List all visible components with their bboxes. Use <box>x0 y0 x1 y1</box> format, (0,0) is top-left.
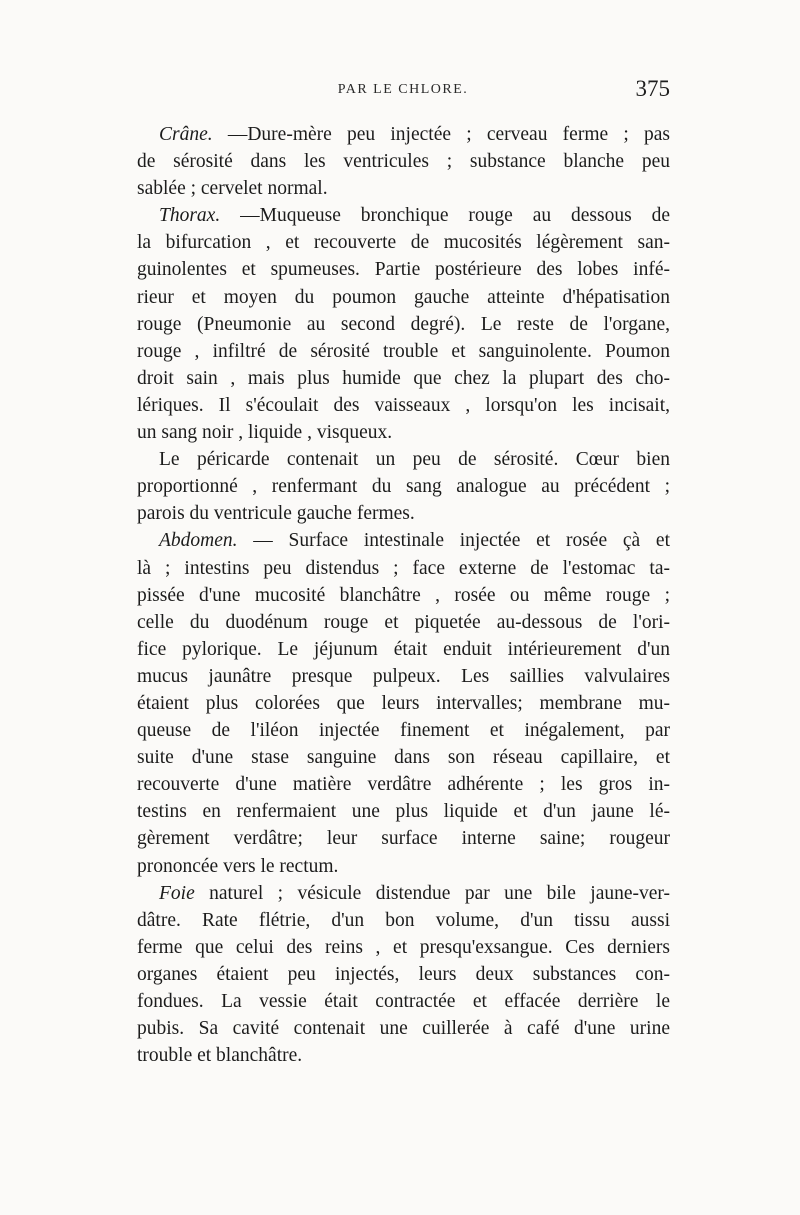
text-line <box>137 311 670 338</box>
text-line <box>137 1015 670 1042</box>
section-heading: Abdomen. <box>159 530 238 552</box>
line-text: gèrement verdâtre; leur surface interne saine; rougeur <box>137 828 670 850</box>
line-text: rouge , infiltré de sérosité trouble et sanguinolente. Poumon <box>137 340 670 362</box>
line-text: guinolentes et spumeuses. Partie postérieure des lobes infé- <box>137 259 670 281</box>
text-line <box>137 229 670 256</box>
section-heading: Foie <box>159 882 195 904</box>
page-number: 375 <box>635 76 670 101</box>
line-text: lériques. Il s'écoulait des vaisseaux , lorsqu'on les incisait, <box>137 394 670 416</box>
text-line <box>137 582 670 609</box>
running-head <box>136 76 670 106</box>
running-title: PAR LE CHLORE. <box>337 82 469 97</box>
line-text: —Muqueuse bronchique rouge au dessous de <box>220 205 670 227</box>
text-line <box>137 744 670 771</box>
text-line <box>137 853 670 880</box>
line-text: organes étaient peu injectés, leurs deux substances con- <box>137 963 670 985</box>
text-line <box>137 961 670 988</box>
text-line <box>137 690 670 717</box>
text-line <box>137 473 670 500</box>
line-text: queuse de l'iléon injectée finement et inégalement, par <box>137 720 670 742</box>
line-text: Le péricarde contenait un peu de sérosité. Cœur bien <box>159 449 670 471</box>
text-line <box>137 880 670 907</box>
line-text: mucus jaunâtre presque pulpeux. Les saillies valvulaires <box>137 665 670 687</box>
line-text: fice pylorique. Le jéjunum était enduit intérieurement d'un <box>137 638 670 660</box>
line-text: —Dure-mère peu injectée ; cerveau ferme ; pas <box>212 124 670 145</box>
text-line <box>137 527 670 554</box>
line-text: naturel ; vésicule distendue par une bile jaune-ver- <box>194 882 670 904</box>
line-text: testins en renfermaient une plus liquide et d'un jaune lé- <box>137 801 670 823</box>
line-text: un sang noir , liquide , visqueux. <box>137 422 393 444</box>
line-text: de sérosité dans les ventricules ; substance blanche peu <box>137 151 670 173</box>
text-line <box>137 256 670 283</box>
line-text: suite d'une stase sanguine dans son réseau capillaire, et <box>137 747 670 769</box>
line-text: trouble et blanchâtre. <box>137 1045 303 1067</box>
text-line <box>137 446 670 473</box>
line-text: rouge (Pneumonie au second degré). Le reste de l'organe, <box>137 313 670 335</box>
text-line <box>137 175 670 202</box>
text-line <box>137 798 670 825</box>
text-line <box>137 284 670 311</box>
text-line <box>137 500 670 527</box>
line-text: là ; intestins peu distendus ; face externe de l'estomac ta- <box>137 557 670 579</box>
text-line <box>137 338 670 365</box>
line-text: la bifurcation , et recouverte de mucosités légèrement san- <box>137 232 670 254</box>
section-heading: Thorax. <box>159 205 221 227</box>
text-line <box>137 148 670 175</box>
line-text: rieur et moyen du poumon gauche atteinte d'hépatisation <box>137 286 670 308</box>
text-line <box>137 1042 670 1069</box>
line-text: sablée ; cervelet normal. <box>137 178 328 200</box>
text-line <box>137 771 670 798</box>
line-text: recouverte d'une matière verdâtre adhérente ; les gros in- <box>137 774 670 796</box>
line-text: parois du ventricule gauche fermes. <box>137 503 415 525</box>
line-text: proportionné , renfermant du sang analogue au précédent ; <box>137 476 670 498</box>
line-text: — Surface intestinale injectée et rosée çà et <box>237 530 670 552</box>
text-line <box>137 392 670 419</box>
text-line <box>137 555 670 582</box>
line-text: celle du duodénum rouge et piquetée au-dessous de l'ori- <box>137 611 670 633</box>
line-text: prononcée vers le rectum. <box>137 855 339 877</box>
text-line <box>137 907 670 934</box>
line-text: ferme que celui des reins , et presqu'exsangue. Ces derniers <box>137 936 670 958</box>
text-line <box>137 121 670 148</box>
text-line <box>137 609 670 636</box>
text-line <box>137 419 670 446</box>
text-line <box>137 988 670 1015</box>
body-text <box>137 121 670 1069</box>
text-line <box>137 636 670 663</box>
line-text: droit sain , mais plus humide que chez la plupart des cho- <box>137 367 670 389</box>
text-line <box>137 717 670 744</box>
text-line <box>137 663 670 690</box>
text-line <box>137 365 670 392</box>
text-line <box>137 202 670 229</box>
text-line <box>137 825 670 852</box>
line-text: fondues. La vessie était contractée et effacée derrière le <box>137 991 670 1012</box>
line-text: pubis. Sa cavité contenait une cuillerée à café d'une urine <box>137 1018 670 1040</box>
section-heading: Crâne. <box>159 124 213 145</box>
line-text: dâtre. Rate flétrie, d'un bon volume, d'un tissu aussi <box>137 909 670 931</box>
line-text: pissée d'une mucosité blanchâtre , rosée ou même rouge ; <box>137 584 670 606</box>
text-line <box>137 934 670 961</box>
line-text: étaient plus colorées que leurs intervalles; membrane mu- <box>137 692 670 714</box>
